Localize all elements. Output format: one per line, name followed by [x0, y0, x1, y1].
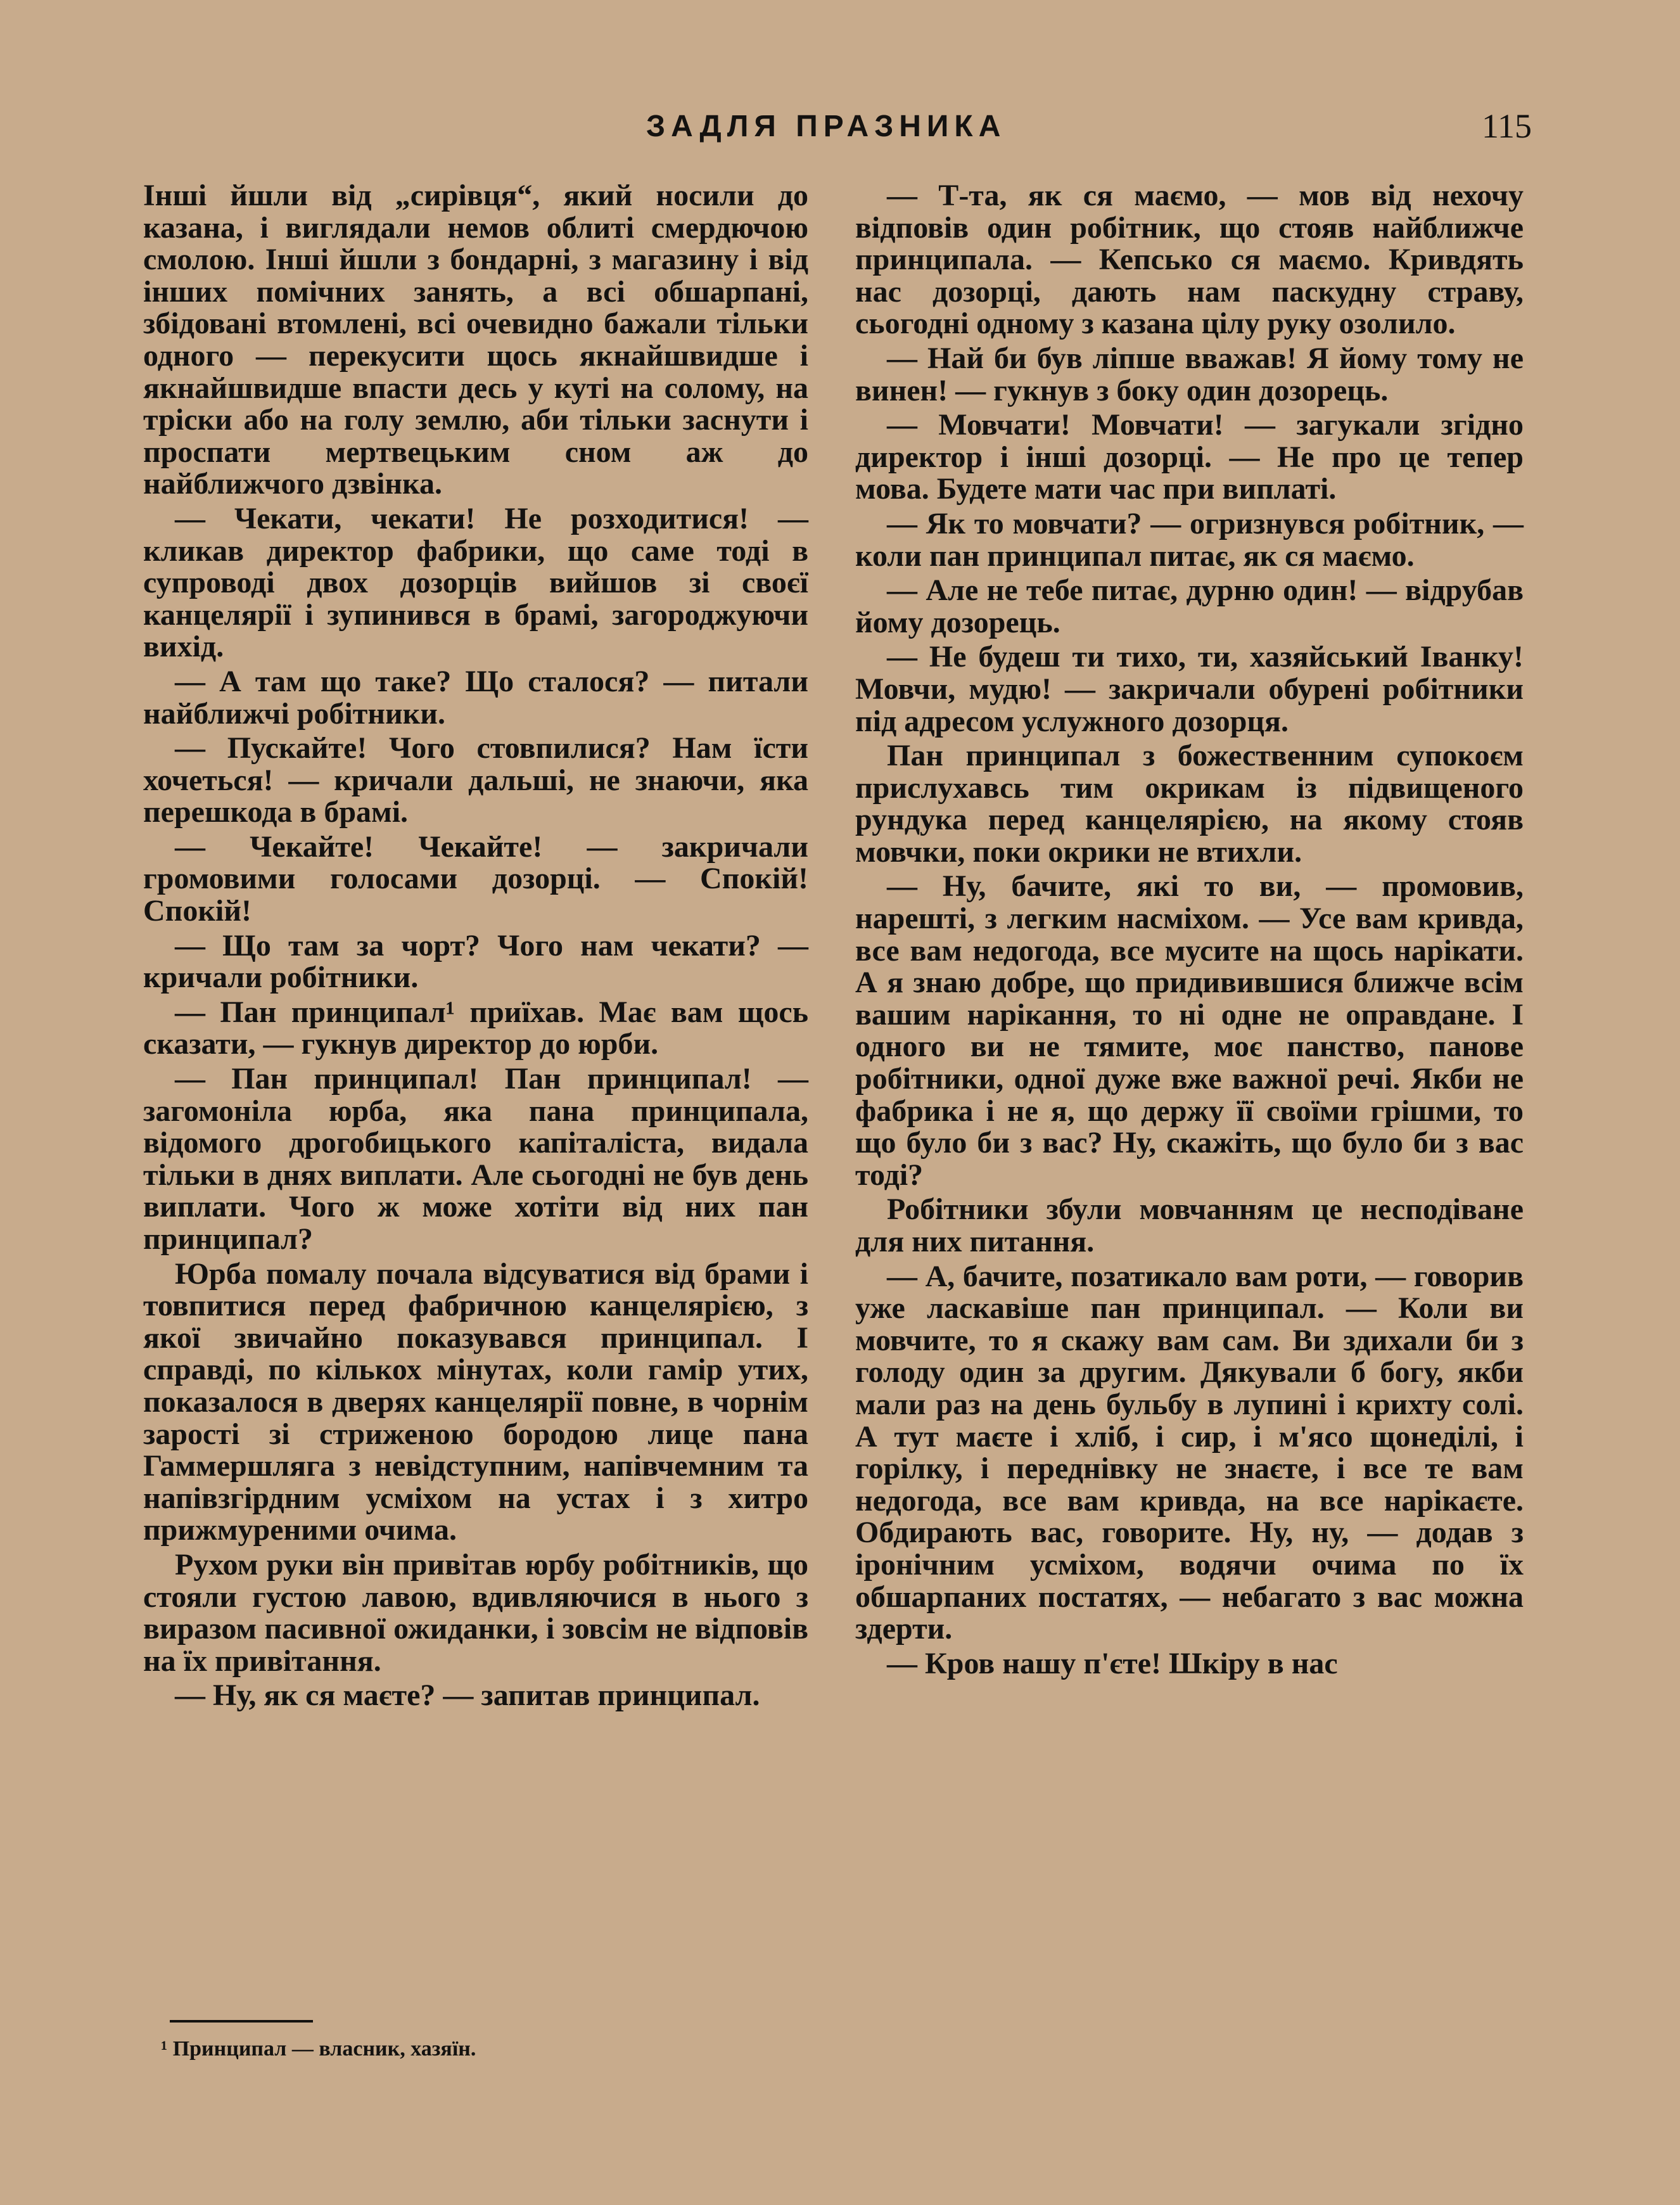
footnote-divider [170, 2020, 313, 2023]
paragraph: Пан принципал з божественним супокоєм прислухавсь тим окрикам із підвищеного рундука перед канцелярією, на якому стояв мовчки, поки окрики не втихли. [855, 739, 1524, 869]
paragraph: — А, бачите, позатикало вам роти, — говорив уже ласкавіше пан принципал. — Коли ви мовчите, то я скажу вам сам. Ви здихали би з голоду один за другим. Дякували б богу, якби мали раз на день бульбу в лупині і крихту солі. А тут маєте і хліб, і сир, і м'ясо щонеділі, і горілку, і переднівку не знаєте, і все те вам недогода, все вам кривда, на все нарікаєте. Обдирають вас, говорите. Ну, ну, — додав з іронічним усміхом, водячи очима по їх обшарпаних постатях, — небагато з вас можна здерти. [855, 1259, 1524, 1646]
right-column [855, 180, 1524, 1682]
paragraph: — Пан принципал! Пан принципал! — загомоніла юрба, яка пана принципала, відомого дрогобицького капіталіста, видала тільки в днях виплати. Але сьогодні не був день виплати. Чого ж може хотіти від них пан принципал? [143, 1062, 808, 1256]
paragraph: — Не будеш ти тихо, ти, хазяйський Іванку! Мовчи, мудю! — закричали обурені робітники під адресом услужного дозорця. [855, 640, 1524, 738]
paragraph: Юрба помалу почала відсуватися від брами і товпитися перед фабричною канцелярією, з якої звичайно показувався принципал. І справді, по кількох мінутах, коли гамір утих, показалося в дверях канцелярії повне, в чорнім зарості зі стриженою бородою лице пана Гаммершляга з невідступним, напівчемним та напівзгірдним усміхом на устах і з хитро прижмуреними очима. [143, 1256, 808, 1547]
paragraph: — Най би був ліпше вважав! Я йому тому не винен! — гукнув з боку один дозорець. [855, 341, 1524, 407]
paragraph: — Чекати, чекати! Не розходитися! — кликав директор фабрики, що саме тоді в супроводі двох дозорців вийшов зі своєї канцелярії і зупинився в брамі, загороджуючи вихід. [143, 501, 808, 664]
footnote: ¹ Принципал — власник, хазяїн. [161, 2037, 476, 2061]
paragraph: — Пускайте! Чого стовпилися? Нам їсти хочеться! — кричали дальші, не знаючи, яка перешкода в брамі. [143, 731, 808, 829]
paragraph: — Чекайте! Чекайте! — закричали громовими голосами дозорці. — Спокій! Спокій! [143, 829, 808, 928]
paragraph: — Кров нашу п'єте! Шкіру в нас [887, 1646, 1338, 1680]
paragraph: Робітники збули мовчанням це несподіване для них питання. [855, 1192, 1524, 1258]
paragraph: — Т-та, як ся маємо, — мов від нехочу відповів один робітник, що стояв найближче принципала. — Кепсько ся маємо. Кривдять нас дозорці, дають нам паскудну страву, сьогодні одному з казана цілу руку озолило. [855, 179, 1524, 341]
paragraph: — Але не тебе питає, дурню один! — відрубав йому дозорець. [855, 573, 1524, 639]
paragraph: — Ну, як ся маєте? — запитав принципал. [175, 1678, 760, 1713]
paragraph: — Мовчати! Мовчати! — загукали згідно директор і інші дозорці. — Не про це тепер мова. Будете мати час при виплаті. [855, 408, 1524, 506]
paragraph: Інші йшли від „сирівця“, який носили до казана, і виглядали немов облиті смердючою смолою. Інші йшли з бондарні, з магазину і від інших помічних занять, а всі обшарпані, збідовані втомлені, всі очевидно бажали тільки одного — перекусити щось якнайшвидше і якнайшвидше впасти десь у куті на солому, на тріски або на голу землю, аби тільки заснути і проспати мертвецьким сном аж до найближчого дзвінка. [143, 179, 808, 501]
paragraph: — Як то мовчати? — огризнувся робітник, — коли пан принципал питає, як ся маємо. [855, 506, 1524, 573]
paragraph: — А там що таке? Що сталося? — питали найближчі робітники. [143, 664, 808, 731]
page-number: 115 [1482, 107, 1532, 145]
running-title: ЗАДЛЯ ПРАЗНИКА [646, 110, 1007, 143]
paragraph: Рухом руки він привітав юрбу робітників, що стояли густою лавою, вдивляючися в нього з виразом пасивної ожиданки, і зовсім не відповів на їх привітання. [143, 1547, 808, 1678]
paragraph: — Ну, бачите, які то ви, — промовив, нарешті, з легким насміхом. — Усе вам кривда, все вам недогода, все мусите на щось нарікати. А я знаю добре, що придивившися ближче всім вашим нарікання, то ні одне не оправдане. І одного ви не тямите, моє панство, панове робітники, одної дуже вже важної речі. Якби не фабрика і не я, що держу її своїми грішми, то що було би з вас? Ну, скажіть, що було би з вас тоді? [855, 869, 1524, 1192]
paragraph: — Пан принципал¹ приїхав. Має вам щось сказати, — гукнув директор до юрби. [143, 995, 808, 1061]
paragraph: — Що там за чорт? Чого нам чекати? — кричали робітники. [143, 928, 808, 995]
left-column [143, 180, 808, 1715]
